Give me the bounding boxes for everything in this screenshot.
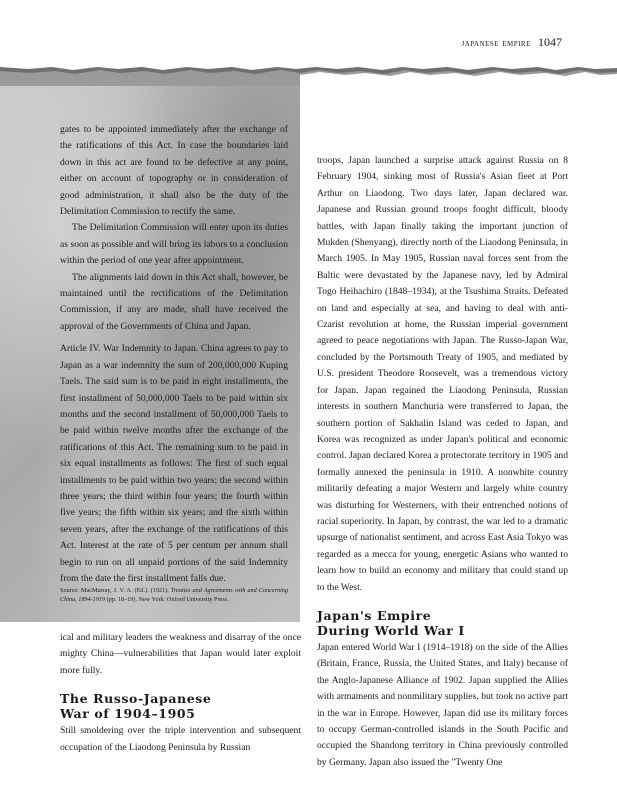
running-title: japanese empire xyxy=(461,38,531,49)
section-heading-russo-japanese-war xyxy=(60,691,301,721)
body-paragraph: troops, Japan launched a surprise attack against Russia on 8 February 1904, sinking most of Russia's Asian fleet at Port Arthur on Liaodong. Two days later, Japan declared war. Japanese and Russian ground troops fought difficult, bloody battles, with Japan finally taking the important junction of Mukden (Shenyang), directly north of the Liaodong Peninsula, in March 1905. In May 1905, Russian naval forces sent from the Baltic were devastated by the Japanese navy, led by Admiral Togo Heihachiro (1848–1934), at the Tsushima Straits. Defeated on land and especially at sea, and having to deal with anti-Czarist revolution at home, the Russian imperial government agreed to peace negotiations with Japan. The Russo-Japan War, concluded by the Portsmouth Treaty of 1905, and mediated by U.S. president Theodore Roosevelt, was a tremendous victory for Japan. Japan regained the Liaodong Peninsula, Russian interests in southern Manchuria were transferred to Japan, the southern portion of Sakhalin Island was ceded to Japan, and Korea was recognized as under Japan's political and economic control. Japan declared Korea a protectorate territory in 1905 and formally annexed the peninsula in 1910. A nonwhite country militarily defeating a major Western and largely white country was disturbing for Westerners, with their entrenched notions of racial superiority. In Japan, by contrast, the war led to a dramatic upsurge of nationalist sentiment, and across East Asia Tokyo was regarded as a mecca for young, energetic Asians who wanted to learn how to build an economy and military that could stand up to the West. xyxy=(317,155,568,593)
page-number: 1047 xyxy=(538,35,562,49)
source-citation xyxy=(60,587,288,604)
heading-line: War of 1904–1905 xyxy=(60,706,196,722)
torn-paper-edge xyxy=(0,60,617,86)
heading-line: Japan's Empire xyxy=(317,607,432,623)
sidebar-paragraph: The Delimitation Commission will enter upon its duties as soon as possible and will bring its labors to a conclusion within the period of one year after appointment. xyxy=(60,222,288,267)
sidebar-paragraph: Article IV. War Indemnity to Japan. China agrees to pay to Japan as a war indemnity the sum of 200,000,000 Kuping Taels. The said sum is to be paid in eight installments, the first installment of 50,000,000 Taels to be paid within six months and the second installment of 50,000,000 Taels to be paid within twelve months after the exchange of the ratifications of this Act. The remaining sum to be paid in six equal installments as follows: The first of such equal installments to be paid within two years; the second within three years; the third within four years; the fourth within five years; the fifth within six years; and the sixth within seven years, after the exchange of the ratifications of this Act. Interest at the rate of 5 per centum per annum shall begin to run on all unpaid portions of the said Indemnity from the date the first installment falls due. xyxy=(60,343,288,584)
heading-line: During World War I xyxy=(317,622,465,638)
section-heading-wwi xyxy=(317,608,568,638)
body-paragraph: Japan entered World War I (1914–1918) on the side of the Allies (Britain, France, Russia, the United States, and Italy) because of the Anglo-Japanese Alliance of 1902. Japan supplied the Allies with armaments and nonmilitary supplies, but took no active part in the war in Europe. However, Japan did use its military forces to occupy German-controlled islands in the South Pacific and occupied the Shandong territory in China previously controlled by Germany. Japan also issued the "Twenty One xyxy=(317,641,568,768)
sidebar-text xyxy=(60,122,288,604)
source-prefix: Source: MacMurray, J. V. A. (Ed.). (1921). xyxy=(60,587,169,595)
sidebar-paragraph: gates to be appointed immediately after the exchange of the ratifications of this Act. In case the boundaries laid down in this act are found to be defective at any point, either on account of topography or in consideration of good administration, it shall also be the duty of the Delimitation Commission to rectify the same. xyxy=(60,124,288,218)
right-column xyxy=(317,153,568,771)
source-suffix: (pp. 18–19). New York: Oxford University Press. xyxy=(106,595,229,603)
body-paragraph: ical and military leaders the weakness and disarray of the once mighty China—vulnerabilities that Japan would later exploit more fully. xyxy=(60,632,301,676)
left-column xyxy=(60,630,301,756)
sidebar-paragraph: The alignments laid down in this Act shall, however, be maintained until the rectifications of the Delimitation Commission, if any are made, shall have received the approval of the Governments of China and Japan. xyxy=(60,271,288,332)
running-head xyxy=(461,35,562,50)
body-paragraph: Still smoldering over the triple intervention and subsequent occupation of the Liaodong Peninsula by Russian xyxy=(60,725,301,753)
heading-line: The Russo-Japanese xyxy=(60,691,212,707)
source-title: Treaties and Agreements with and Concerning China, 1894-1919 xyxy=(60,587,288,603)
